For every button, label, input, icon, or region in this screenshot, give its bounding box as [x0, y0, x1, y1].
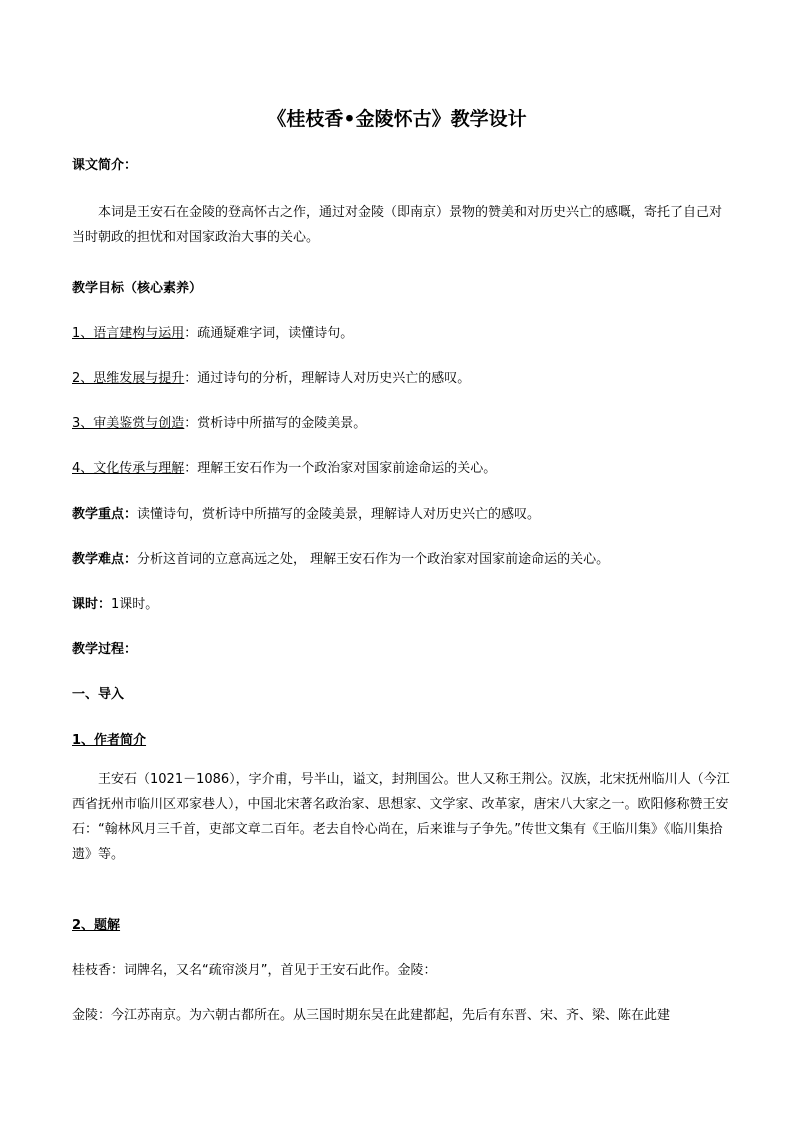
hours-label: 课时： [72, 597, 112, 612]
author-text: 王安石（1021－1086），字介甫，号半山，谥文，封荆国公。世人又称王荆公。汉族，北宋抚州临川人（今江西省抚州市临川区邓家巷人），中国北宋著名政治家、思想家、文学家、改革家，唐宋八大家之一。欧阳修称赞王安石：“翰林风月三千首，吏部文章二百年。老去自怜心尚在，后来谁与子争先。”传世文集有《王临川集》《临川集拾遗》等。 [72, 772, 730, 862]
difficulties-text: 分析这首词的立意高远之处， 理解王安石作为一个政治家对国家前途命运的关心。 [137, 552, 610, 567]
explain-line-2: 金陵：今江苏南京。为六朝古都所在。从三国时期东吴在此建都起，先后有东晋、宋、齐、梁、陈在此建 [72, 1008, 671, 1023]
explain-heading: 2、题解 [72, 918, 121, 933]
goal-text: ：赏析诗中所描写的金陵美景。 [184, 416, 367, 431]
class-hours [72, 595, 732, 615]
goal-item-3 [72, 414, 732, 434]
difficulties-label: 教学难点： [72, 552, 138, 567]
intro-paragraph [72, 200, 734, 250]
page-title: 《桂枝香•金陵怀古》教学设计 [267, 108, 527, 130]
intro-heading: 课文简介： [72, 158, 138, 173]
goal-item-2 [72, 369, 732, 389]
key-points-text: 读懂诗句，赏析诗中所描写的金陵美景，理解诗人对历史兴亡的感叹。 [137, 507, 541, 522]
goal-label: 3、审美鉴赏与创造 [72, 416, 185, 431]
process-heading: 教学过程： [72, 642, 138, 657]
goal-text: ：通过诗句的分析，理解诗人对历史兴亡的感叹。 [184, 371, 471, 386]
hours-text: 1课时。 [111, 597, 159, 612]
intro-text: 本词是王安石在金陵的登高怀古之作，通过对金陵（即南京）景物的赞美和对历史兴亡的感嘅，寄托了自己对当时朝政的担忧和对国家政治大事的关心。 [72, 205, 723, 245]
explain-line-1: 桂枝香：词牌名，又名“疏帘淡月”，首见于王安石此作。金陵： [72, 963, 437, 978]
author-heading: 1、作者简介 [72, 733, 147, 748]
author-paragraph [72, 767, 734, 867]
difficulties [72, 550, 732, 570]
key-points [72, 505, 732, 525]
section-heading-intro: 一、导入 [72, 687, 125, 702]
goal-text: ：疏通疑难字词，读懂诗句。 [184, 326, 354, 341]
goals-heading: 教学目标（核心素养） [72, 281, 203, 296]
goal-item-1 [72, 324, 732, 344]
goal-label: 4、文化传承与理解 [72, 461, 185, 476]
goal-text: ：理解王安石作为一个政治家对国家前途命运的关心。 [184, 461, 497, 476]
goal-label: 2、思维发展与提升 [72, 371, 185, 386]
goal-item-4 [72, 459, 732, 479]
goal-label: 1、语言建构与运用 [72, 326, 185, 341]
key-points-label: 教学重点： [72, 507, 138, 522]
